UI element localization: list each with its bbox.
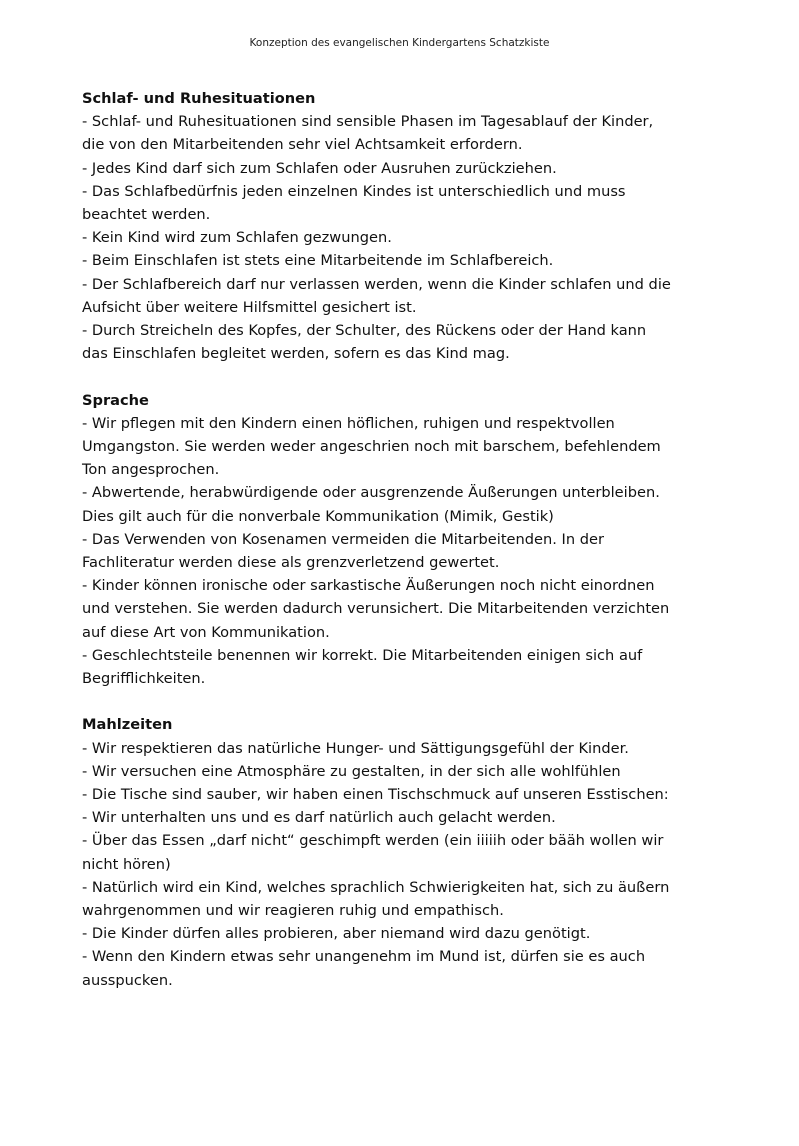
section-title: Schlaf- und Ruhesituationen [82,90,316,107]
text-line: wahrgenommen und wir reagieren ruhig und empathisch. [82,902,504,920]
text-line: - Kinder können ironische oder sarkastische Äußerungen noch nicht einordnen [82,577,655,595]
text-line: - Das Verwenden von Kosenamen vermeiden die Mitarbeitenden. In der [82,530,604,548]
text-line: ausspucken. [82,971,173,989]
text-line: Umgangston. Sie werden weder angeschrien noch mit barschem, befehlendem [82,438,661,456]
text-line: - Kein Kind wird zum Schlafen gezwungen. [82,229,392,247]
text-line: Fachliteratur werden diese als grenzverletzend gewertet. [82,554,500,572]
text-line: - Über das Essen „darf nicht“ geschimpft werden (ein iiiiih oder bääh wollen wir [82,832,664,850]
text-line: - Schlaf- und Ruhesituationen sind sensible Phasen im Tagesablauf der Kinder, [82,113,654,131]
text-line: - Jedes Kind darf sich zum Schlafen oder Ausruhen zurückziehen. [82,159,557,177]
section-mahlzeiten [82,713,742,991]
text-line: auf diese Art von Kommunikation. [82,623,330,641]
text-line: - Das Schlafbedürfnis jeden einzelnen Kindes ist unterschiedlich und muss [82,182,626,200]
text-line: Dies gilt auch für die nonverbale Kommunikation (Mimik, Gestik) [82,507,554,525]
section-title: Sprache [82,391,149,409]
text-line: - Durch Streicheln des Kopfes, der Schulter, des Rückens oder der Hand kann [82,322,647,340]
text-line: Aufsicht über weitere Hilfsmittel gesichert ist. [82,298,417,316]
text-line: - Abwertende, herabwürdigende oder ausgrenzende Äußerungen unterbleiben. [82,484,660,502]
section-lines [82,737,742,992]
section-lines [82,412,742,690]
text-line: - Der Schlafbereich darf nur verlassen werden, wenn die Kinder schlafen und die [82,275,671,293]
text-line: - Wir pflegen mit den Kindern einen höflichen, ruhigen und respektvollen [82,414,615,432]
text-line: die von den Mitarbeitenden sehr viel Achtsamkeit erfordern. [82,136,523,154]
text-line: - Die Kinder dürfen alles probieren, aber niemand wird dazu genötigt. [82,925,591,943]
text-line: - Wir versuchen eine Atmosphäre zu gestalten, in der sich alle wohlfühlen [82,762,621,780]
text-line: - Wir unterhalten uns und es darf natürlich auch gelacht werden. [82,809,556,827]
text-line: beachtet werden. [82,206,211,224]
text-line: Ton angesprochen. [82,461,220,479]
text-line: - Wir respektieren das natürliche Hunger- und Sättigungsgefühl der Kinder. [82,739,629,757]
text-line: und verstehen. Sie werden dadurch verunsichert. Die Mitarbeitenden verzichten [82,600,670,618]
text-line: - Wenn den Kindern etwas sehr unangenehm im Mund ist, dürfen sie es auch [82,948,646,966]
section-lines [82,110,742,365]
document-body [82,87,742,1015]
text-line: - Die Tische sind sauber, wir haben einen Tischschmuck auf unseren Esstischen: [82,786,669,804]
text-line: das Einschlafen begleitet werden, sofern es das Kind mag. [82,345,510,363]
section-sprache [82,389,742,691]
section-title: Mahlzeiten [82,716,173,734]
text-line: - Natürlich wird ein Kind, welches sprachlich Schwierigkeiten hat, sich zu äußern [82,878,670,896]
text-line: Begrifflichkeiten. [82,670,206,688]
text-line: nicht hören) [82,855,171,873]
running-header: Konzeption des evangelischen Kindergartens Schatzkiste [249,37,550,49]
text-line: - Beim Einschlafen ist stets eine Mitarbeitende im Schlafbereich. [82,252,554,270]
text-line: - Geschlechtsteile benennen wir korrekt. Die Mitarbeitenden einigen sich auf [82,646,643,664]
section-schlaf-ruhe [82,87,742,365]
